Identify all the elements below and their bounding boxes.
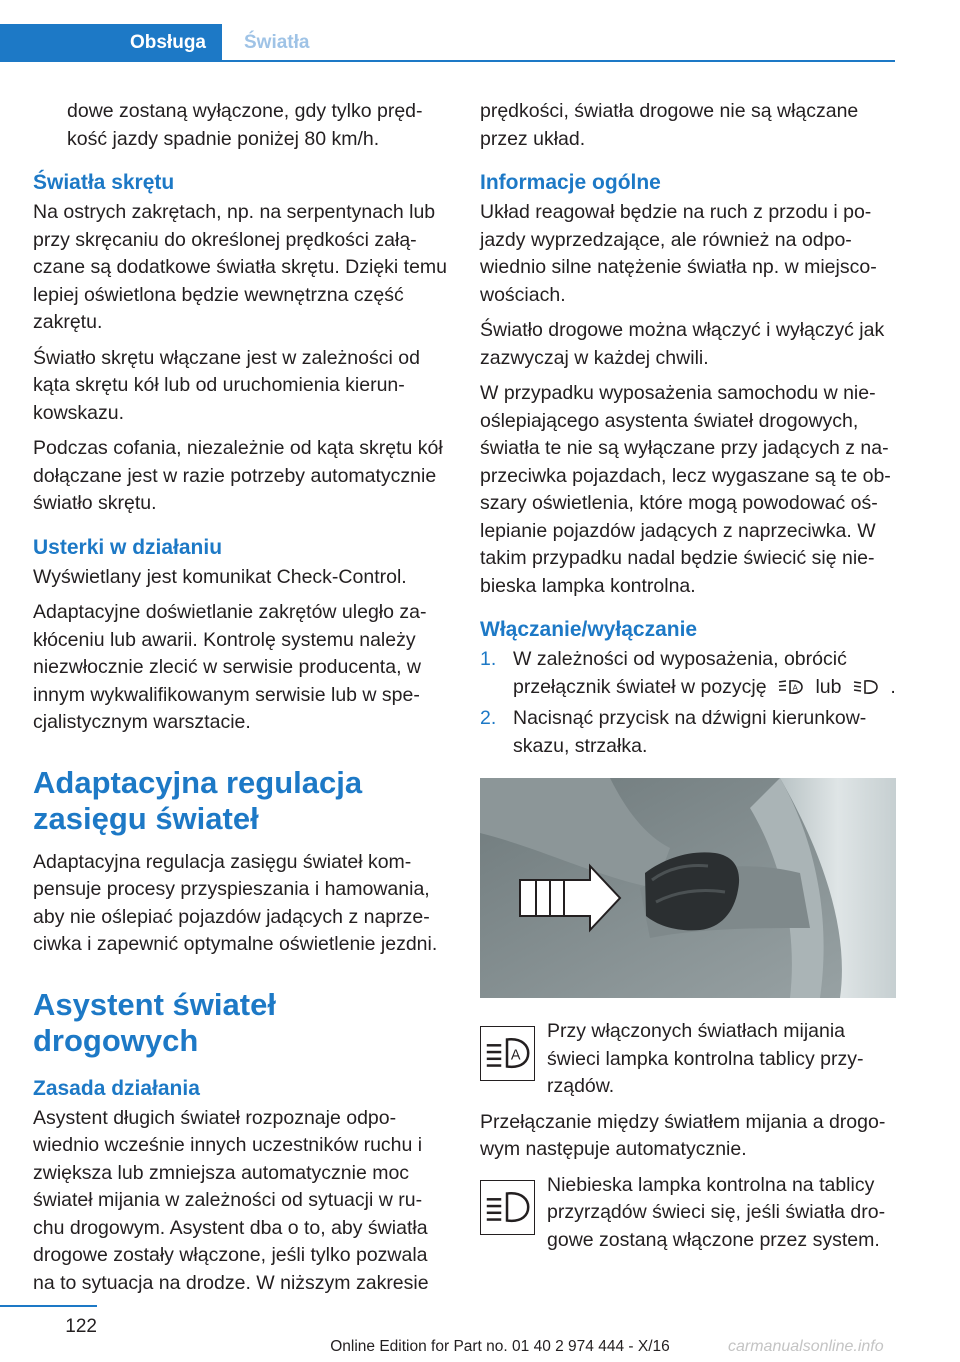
indicator-row	[480, 1018, 896, 1101]
edition-note: Online Edition for Part no. 01 40 2 974 444 - X/16	[330, 1338, 670, 1355]
auto-light-icon	[778, 678, 804, 696]
paragraph: Adaptacyjna regulacja zasięgu świateł kom‐ pensuje procesy przyspieszania i hamowania, aby nie oślepiać pojazdów jadących z naprze‐ ciwka i zapewnić optymalne oświetlenie jezdni.	[33, 850, 438, 955]
page-number: 122	[65, 1316, 97, 1337]
low-beam-icon	[853, 678, 879, 696]
paragraph: Przełączanie między światłem mijania a drogo‐ wym następuje automatycznie.	[480, 1110, 886, 1160]
heading-malfunction: Usterki w działaniu	[33, 535, 223, 559]
step-number: 1.	[480, 648, 497, 670]
paragraph: Światło skrętu włączane jest w zależności od kąta skrętu kół lub od uruchomienia kierun‐ kowskazu.	[33, 346, 420, 424]
right-column	[480, 98, 896, 1262]
step-text-or: lub	[815, 675, 842, 698]
paragraph: Układ reagował będzie na ruch z przodu i po‐ jazdy wyprzedzające, ale również na odpo‐ wiednio silne natężenie światła np. w miejsco‐ wościach.	[480, 201, 877, 306]
heading-adaptive-range: Adaptacyjna regulacja zasięgu świateł	[33, 764, 363, 836]
watermark: carmanualsonline.info	[728, 1338, 884, 1355]
step-item	[480, 705, 896, 760]
heading-switch-on-off: Włączanie/wyłączanie	[480, 618, 698, 641]
indicator-row	[480, 1172, 896, 1255]
heading-general-info: Informacje ogólne	[480, 171, 661, 194]
svg-text:A: A	[510, 1047, 521, 1064]
steps-list	[480, 646, 896, 760]
continued-paragraph: dowe zostaną wyłączone, gdy tylko pręd‐ kość jazdy spadnie poniżej 80 km/h.	[67, 100, 423, 150]
heading-principle: Zasada działania	[33, 1076, 200, 1100]
paragraph: Adaptacyjne doświetlanie zakrętów uległo za‐ kłóceniu lub awarii. Kontrolę systemu należy niezwłocznie zlecić w serwisie producenta, w innym wykwalifikowanym serwisie lub w spe‐ cjalistycznym warsztacie.	[33, 601, 427, 733]
heading-high-beam-assistant: Asystent świateł drogowych	[33, 986, 276, 1058]
paragraph: Światło drogowe można włączyć i wyłączyć jak zazwyczaj w każdej chwili.	[480, 319, 885, 369]
header-rule	[222, 60, 895, 62]
auto-light-indicator-icon	[480, 1026, 535, 1081]
continued-paragraph: prędkości, światła drogowe nie są włączane przez układ.	[480, 100, 859, 150]
step-text: Nacisnąć przycisk na dźwigni kierunkow‐ skazu, strzałka.	[513, 707, 867, 757]
paragraph: W przypadku wyposażenia samochodu w nie‐ oślepiającego asystenta świateł drogowych, światła te nie są wyłączane przy jadących z na‐ przeciwka pojazdach, lecz wygaszane są te ob‐ szary oświetlenia, które mogą powodować oś‐ lepianie pojazdów jadących z naprzeciwka. W takim przypadku nadal będzie świecić się nie‐ bieska lampka kontrolna.	[480, 382, 891, 597]
indicator-text: Przy włączonych światłach mijania świeci lampka kontrolna tablicy przy‐ rządów.	[547, 1020, 864, 1097]
footer-rule	[0, 1305, 97, 1307]
turn-signal-lever-photo	[480, 778, 896, 998]
header-chapter-tab: Światła	[244, 32, 310, 53]
step-text-end: .	[890, 675, 896, 698]
indicator-text: Niebieska lampka kontrolna na tablicy przyrządów świeci się, jeśli światła dro‐ gowe zostaną włączone przez system.	[547, 1173, 886, 1251]
svg-text:A: A	[792, 683, 798, 693]
paragraph: Wyświetlany jest komunikat Check-Control.	[33, 565, 407, 588]
paragraph: Podczas cofania, niezależnie od kąta skrętu kół dołączane jest w razie potrzeby automatycznie światło skrętu.	[33, 437, 443, 514]
step-number: 2.	[480, 707, 497, 729]
paragraph: Na ostrych zakrętach, np. na serpentynach lub przy skręcaniu do określonej prędkości załą‐ czane są dodatkowe światła skrętu. Dzięki temu lepiej oświetlona będzie wewnętrzna część zakrętu.	[33, 201, 448, 333]
step-text: W zależności od wyposażenia, obrócić przełącznik świateł w pozycję	[513, 648, 847, 698]
step-item	[480, 646, 896, 701]
page-header	[0, 24, 895, 62]
high-beam-indicator-icon	[480, 1180, 535, 1235]
paragraph: Asystent długich świateł rozpoznaje odpo‐ wiednio wcześnie innych uczestników ruchu i zwiększa lub zmniejsza automatycznie moc świateł mijania w zależności od sytuacji w ru‐ chu drogowym. Asystent dba o to, aby światła drogowe zostały włączone, jeśli tylko pozwala na to sytuacja na drodze. W niższym zakresie	[33, 1106, 429, 1294]
heading-cornering-lights: Światła skrętu	[33, 171, 175, 194]
left-column	[33, 98, 449, 1305]
header-section-tab: Obsługa	[0, 24, 222, 62]
